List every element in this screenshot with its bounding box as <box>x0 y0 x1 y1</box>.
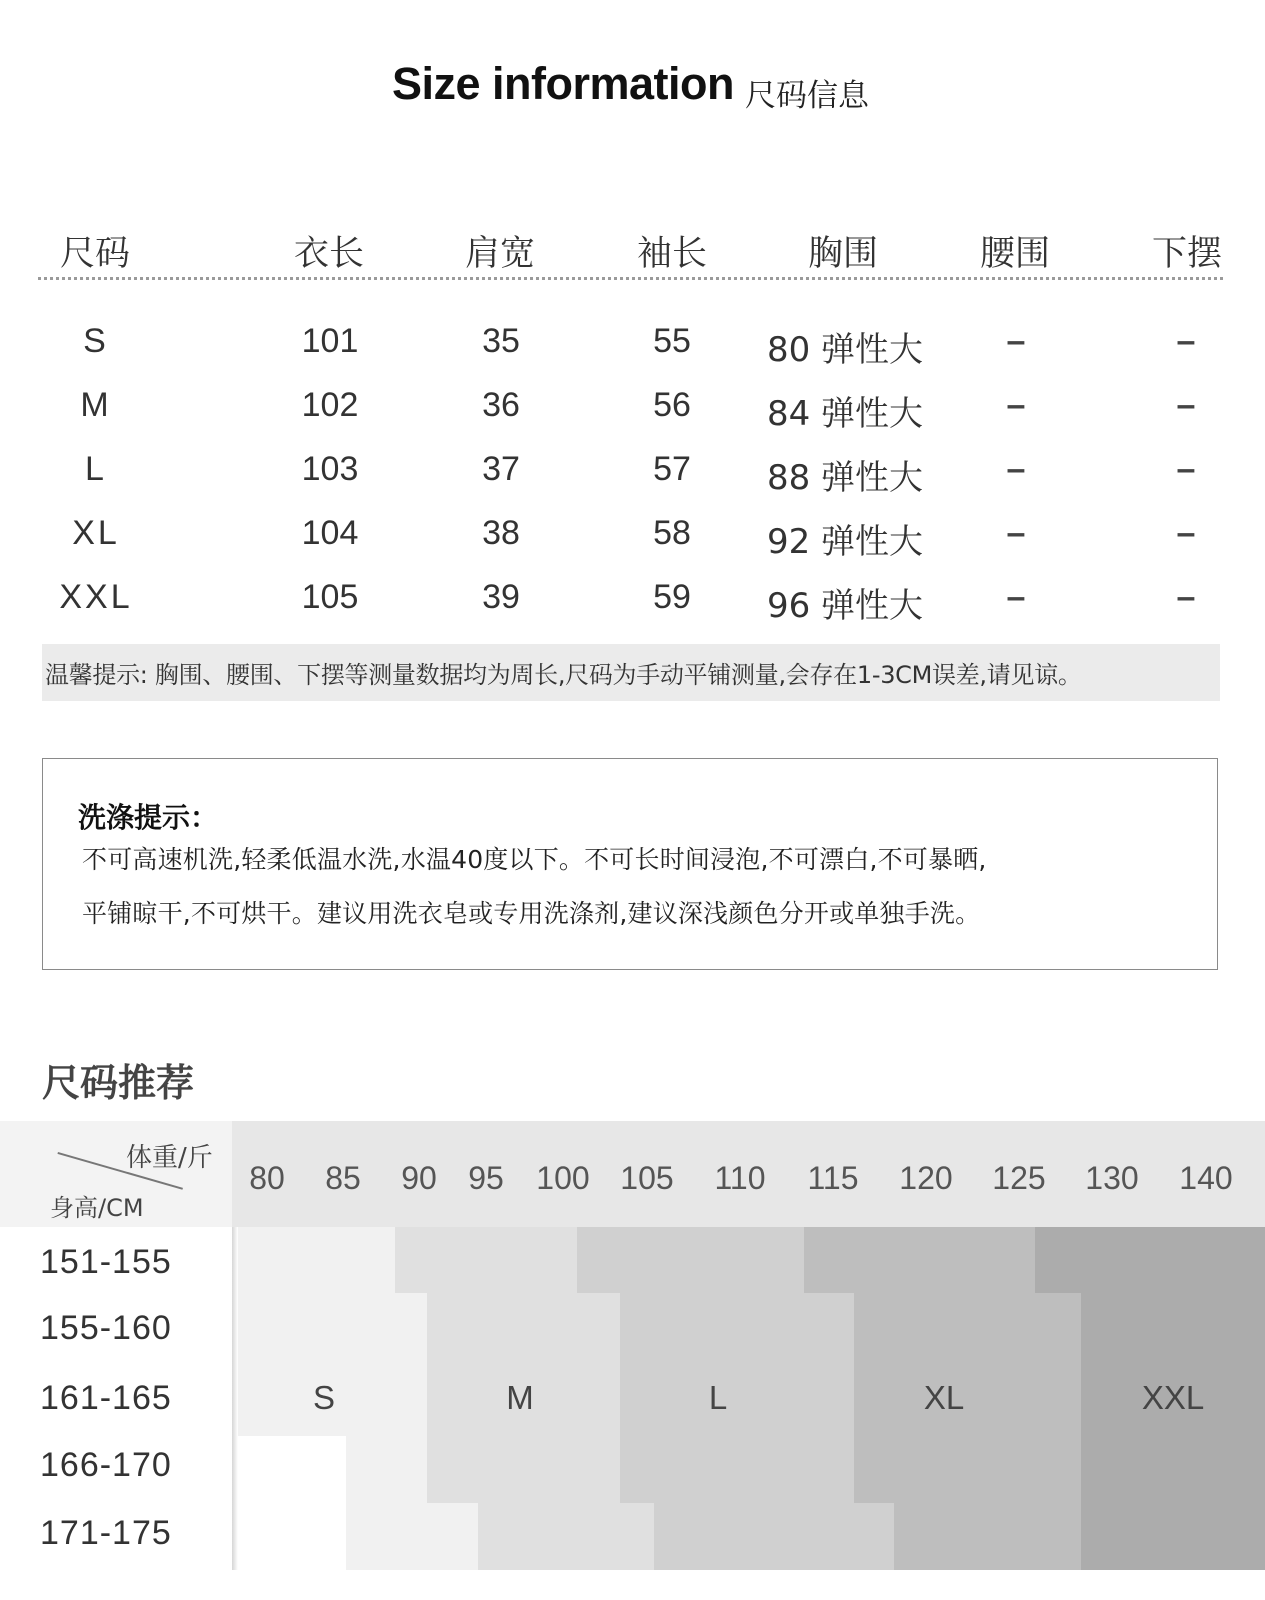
wash-title: 洗涤提示： <box>78 801 219 834</box>
cell-waist: – <box>1006 386 1026 424</box>
weight-label: 115 <box>807 1160 859 1196</box>
region-xxl-b <box>1081 1293 1265 1570</box>
cell-length: 103 <box>301 450 359 488</box>
weight-label: 90 <box>401 1160 437 1196</box>
cell-sleeve: 59 <box>653 578 691 616</box>
height-label: 151-155 <box>40 1243 172 1281</box>
cell-sleeve: 57 <box>653 450 691 488</box>
weight-label: 125 <box>992 1160 1046 1196</box>
header-waist: 腰围 <box>980 234 1051 274</box>
cell-shoulder: 36 <box>482 386 520 424</box>
cell-length: 101 <box>301 322 359 360</box>
cell-bust: 92 弹性大 <box>766 522 924 562</box>
region-xl-a <box>804 1227 1035 1293</box>
region-m-c <box>478 1503 654 1570</box>
weight-label: 140 <box>1179 1160 1233 1196</box>
size-label-l: L <box>708 1379 728 1416</box>
wash-line-1: 不可高速机洗,轻柔低温水洗,水温40度以下。不可长时间浸泡,不可漂白,不可暴晒, <box>82 845 987 874</box>
header-size: 尺码 <box>60 234 131 274</box>
header-sleeve: 袖长 <box>637 234 708 274</box>
size-label-xl: XL <box>923 1379 965 1416</box>
header-divider <box>38 277 1223 280</box>
cell-hem: – <box>1176 450 1196 488</box>
header-shoulder: 肩宽 <box>465 234 536 274</box>
cell-hem: – <box>1176 386 1196 424</box>
cell-bust: 80 弹性大 <box>766 330 924 370</box>
region-xl-b <box>854 1293 1081 1503</box>
size-label-xxl: XXL <box>1141 1379 1205 1416</box>
cell-size: M <box>80 386 112 424</box>
cell-waist: – <box>1006 322 1026 360</box>
height-label: 166-170 <box>40 1446 172 1484</box>
region-xxl-a <box>1035 1227 1265 1293</box>
cell-waist: – <box>1006 514 1026 552</box>
size-label-s: S <box>312 1379 336 1416</box>
header-hem: 下摆 <box>1152 234 1223 274</box>
cell-sleeve: 58 <box>653 514 691 552</box>
cell-size: XL <box>72 514 120 552</box>
cell-size: L <box>85 450 107 488</box>
weight-label: 130 <box>1085 1160 1139 1196</box>
cell-shoulder: 35 <box>482 322 520 360</box>
cell-shoulder: 39 <box>482 578 520 616</box>
weight-label: 120 <box>899 1160 953 1196</box>
weight-label: 80 <box>249 1160 285 1196</box>
height-label: 171-175 <box>40 1514 172 1552</box>
cell-hem: – <box>1176 578 1196 616</box>
weight-label: 110 <box>714 1160 766 1196</box>
cell-bust: 88 弹性大 <box>766 458 924 498</box>
cell-shoulder: 37 <box>482 450 520 488</box>
region-s-e <box>346 1503 478 1570</box>
weight-label: 105 <box>620 1160 674 1196</box>
cell-shoulder: 38 <box>482 514 520 552</box>
cell-bust: 96 弹性大 <box>766 586 924 626</box>
corner-weight-label: 体重/斤 <box>126 1143 213 1173</box>
cell-bust: 84 弹性大 <box>766 394 924 434</box>
region-s-d <box>346 1436 427 1503</box>
region-s-a <box>232 1227 395 1293</box>
cell-size: S <box>83 322 109 360</box>
cell-length: 102 <box>301 386 359 424</box>
region-xl-c <box>894 1503 1081 1570</box>
cell-hem: – <box>1176 322 1196 360</box>
cell-sleeve: 56 <box>653 386 691 424</box>
region-l-b <box>620 1293 854 1503</box>
cell-length: 104 <box>301 514 359 552</box>
wash-line-2: 平铺晾干,不可烘干。建议用洗衣皂或专用洗涤剂,建议深浅颜色分开或单独手洗。 <box>82 899 981 928</box>
header-bust: 胸围 <box>808 234 879 274</box>
cell-waist: – <box>1006 578 1026 616</box>
title-chinese: 尺码信息 <box>745 78 869 114</box>
region-l-a <box>577 1227 804 1293</box>
title-english: Size information <box>392 58 735 109</box>
region-m-a <box>395 1227 577 1293</box>
recommend-title: 尺码推荐 <box>42 1061 195 1105</box>
weight-label: 85 <box>325 1160 361 1196</box>
notice-text: 温馨提示: 胸围、腰围、下摆等测量数据均为周长,尺码为手动平铺测量,会存在1-3CM误差,请见谅。 <box>45 661 1082 689</box>
corner-height-label: 身高/CM <box>50 1194 144 1222</box>
region-s-c <box>232 1436 346 1570</box>
cell-hem: – <box>1176 514 1196 552</box>
weight-label: 100 <box>536 1160 590 1196</box>
height-label: 155-160 <box>40 1309 172 1347</box>
header-length: 衣长 <box>294 234 365 274</box>
grid-shadow <box>232 1227 238 1570</box>
cell-sleeve: 55 <box>653 322 691 360</box>
cell-size: XXL <box>59 578 133 616</box>
cell-length: 105 <box>301 578 359 616</box>
weight-label: 95 <box>468 1160 504 1196</box>
height-label: 161-165 <box>40 1379 172 1417</box>
cell-waist: – <box>1006 450 1026 488</box>
region-l-c <box>654 1503 894 1570</box>
size-label-m: M <box>506 1379 534 1416</box>
